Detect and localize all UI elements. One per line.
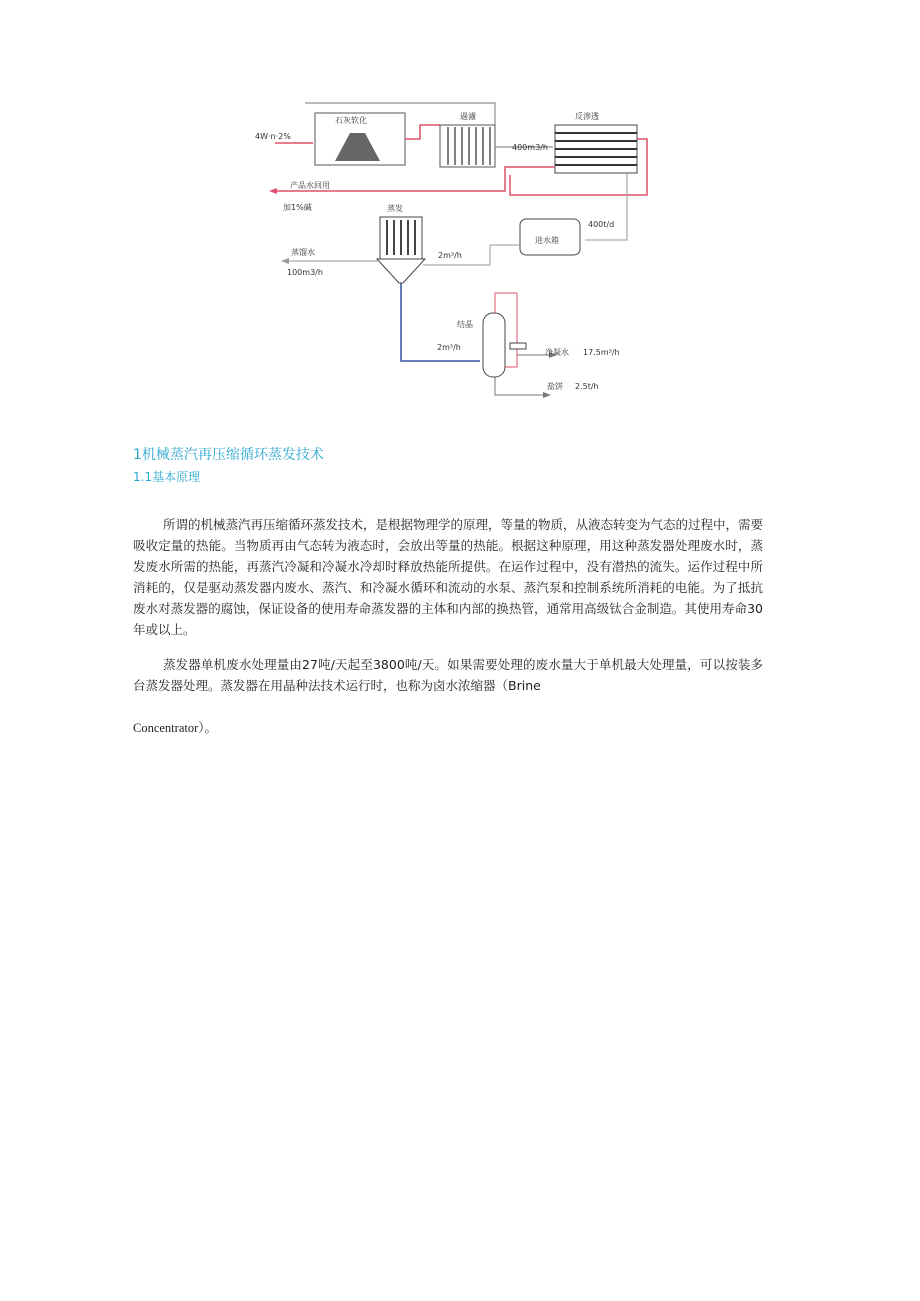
storage-flow-label: 400t/d [588,220,615,229]
filter-tubes [448,127,490,165]
paragraph-capacity: 蒸发器单机废水处理量由27吨/天起至3800吨/天。如果需要处理的废水量大于单机最大处理量，可以按装多台蒸发器处理。蒸发器在用晶种法技术运行时，也称为卤水浓缩器（Brine [133,657,763,693]
ro-label: 反滲透 [575,112,599,121]
flow3-label: 2m³/h [437,343,461,352]
paragraph-brine-concentrator: Concentrator）。 [133,721,218,735]
product-return-arrow [269,188,277,194]
evaporator-label: 蒸发 [387,204,403,213]
solid-pipe [495,377,547,395]
clean-flow-label: 17.5m³/h [583,348,620,357]
storage-feed-pipe [585,173,627,240]
add-label: 加1%碱 [283,203,312,212]
crystallizer-body [483,313,505,377]
solid-arrow [543,392,551,398]
softening-tank-label: 石灰软化 [335,116,367,125]
pipe-to-filter [405,125,440,139]
paragraph-principle: 所谓的机械蒸汽再压缩循环蒸发技术，是根据物理学的原理，等量的物质，从液态转变为气态的过程中，需要吸收定量的热能。当物质再由气态转为液态时，会放出等量的热能。根据这种原理，用这种蒸发器处理废水时，蒸发废水所需的热能，再蒸汽冷凝和冷凝水冷却时释放热能所提供。在运作过程中，没有潜热的流失。运作过程中所消耗的，仅是驱动蒸发器内废水、蒸汽、和冷凝水循环和流动的水泵、蒸汽泵和控制系统所消耗的电能。为了抵抗废水对蒸发器的腐蚀，保证设备的使用寿命蒸发器的主体和内部的换热管，通常用高级钛合金制造。其使用寿命30年或以上。 [133,517,764,637]
solid-flow-label: 2.5t/h [575,382,599,391]
condenser-stub [510,343,526,349]
solid-label: 盐饼 [547,382,563,391]
crystallizer-label: 结晶 [457,320,473,329]
distilled-arrow [281,258,289,264]
distilled-flow-label: 100m3/h [287,268,323,277]
filter-label: 過濾 [460,112,476,121]
process-flow-diagram [255,95,675,410]
product-return-label: 产品水回用 [290,181,330,190]
storage-label: 进水箱 [535,236,559,245]
clean-water-label: 净凝水 [545,348,569,357]
section-heading: 1机械蒸汽再压缩循环蒸发技术 [133,447,324,463]
flow2-label: 2m³/h [438,251,462,260]
evaporator-cone [377,259,425,283]
distilled-label: 蒸馏水 [291,248,315,257]
subsection-heading: 1.1基本原理 [133,470,201,484]
flow1-label: 400m3/h [512,143,548,152]
feed-label: 4W·n·2% [255,132,291,141]
